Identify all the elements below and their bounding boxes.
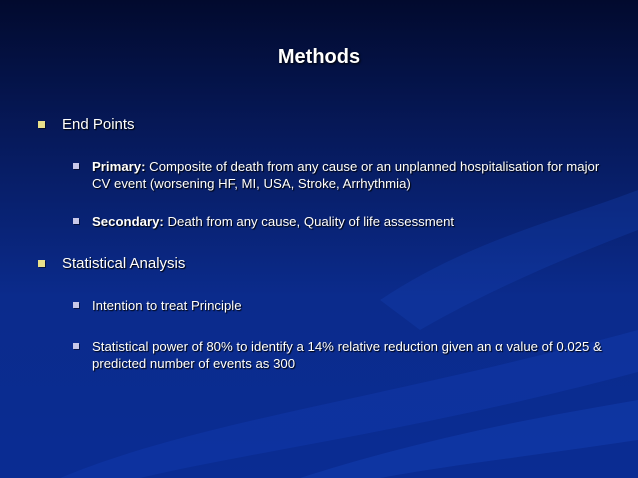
square-bullet-icon: [73, 218, 79, 224]
slide-title: Methods: [277, 46, 361, 68]
section-heading: End Points: [62, 116, 135, 133]
bullet-statistical-analysis: [38, 255, 185, 273]
bullet-end-points: [38, 116, 135, 134]
section-heading: Statistical Analysis: [62, 255, 186, 272]
bullet-primary: [73, 158, 612, 192]
primary-text: Composite of death from any cause or an unplanned hospitalisation for major CV event (worsening HF, MI, USA, Stroke, Arrhythmia): [92, 159, 600, 191]
bullet-text: Statistical power of 80% to identify a 14% relative reduction given an α value of 0.025 & predicted number of events as 300: [92, 339, 602, 371]
primary-label: Primary:: [92, 159, 146, 174]
bullet-text: [92, 158, 612, 192]
bullet-secondary: [73, 213, 612, 230]
bullet-intention-to-treat: [73, 297, 612, 314]
square-bullet-icon: [38, 260, 45, 267]
square-bullet-icon: [38, 121, 45, 128]
square-bullet-icon: [73, 163, 79, 169]
square-bullet-icon: [73, 302, 79, 308]
bullet-statistical-power: [73, 338, 612, 372]
secondary-label: Secondary:: [92, 214, 164, 229]
bullet-text: Intention to treat Principle: [92, 298, 242, 313]
bullet-text: [92, 213, 612, 230]
secondary-text: Death from any cause, Quality of life assessment: [163, 214, 455, 229]
square-bullet-icon: [73, 343, 79, 349]
